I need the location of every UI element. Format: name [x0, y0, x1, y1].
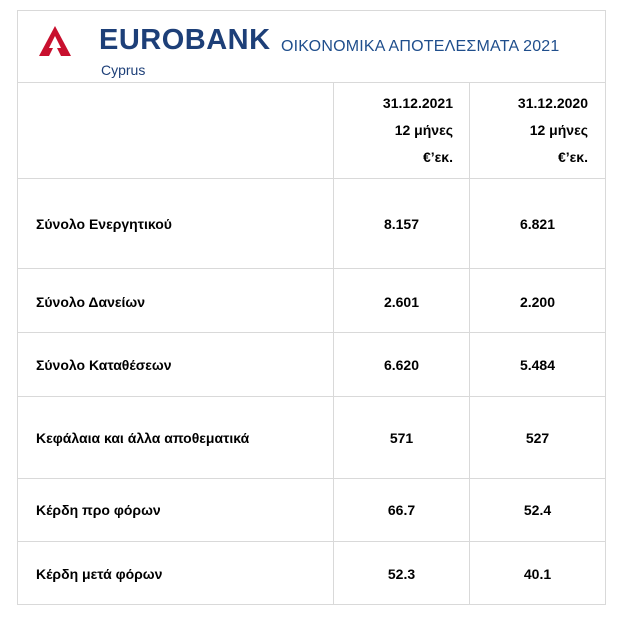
document-title: ΟΙΚΟΝΟΜΙΚΑ ΑΠΟΤΕΛΕΣΜΑΤΑ 2021	[281, 38, 560, 55]
column-period: 12 μήνες	[394, 122, 453, 138]
row-label: Σύνολο Καταθέσεων	[36, 357, 172, 373]
row-label: Σύνολο Ενεργητικού	[36, 216, 172, 232]
row-label: Κέρδη μετά φόρων	[36, 566, 163, 582]
column-divider	[333, 83, 334, 605]
value-2021: 2.601	[383, 294, 420, 310]
value-2021: 52.3	[387, 566, 416, 582]
value-2020: 40.1	[523, 566, 552, 582]
row-divider	[17, 332, 606, 333]
row-divider	[17, 541, 606, 542]
value-2021: 66.7	[387, 502, 416, 518]
column-period: 12 μήνες	[529, 122, 588, 138]
column-date: 31.12.2021	[382, 95, 453, 111]
row-label: Σύνολο Δανείων	[36, 294, 146, 310]
brand-country: Cyprus	[101, 62, 146, 78]
column-unit: €’εκ.	[422, 149, 453, 165]
row-label: Κεφάλαια και άλλα αποθεματικά	[36, 430, 250, 446]
value-2020: 52.4	[523, 502, 552, 518]
row-label: Κέρδη προ φόρων	[36, 502, 161, 518]
value-2021: 571	[389, 430, 414, 446]
value-2020: 5.484	[519, 357, 556, 373]
eurobank-logo-icon	[37, 24, 73, 60]
column-date: 31.12.2020	[517, 95, 588, 111]
column-unit: €’εκ.	[557, 149, 588, 165]
value-2021: 8.157	[383, 216, 420, 232]
column-header-2021	[335, 90, 453, 171]
value-2021: 6.620	[383, 357, 420, 373]
row-divider	[17, 478, 606, 479]
brand-name: EUROBANK	[99, 24, 271, 56]
value-2020: 527	[525, 430, 550, 446]
value-2020: 6.821	[519, 216, 556, 232]
value-2020: 2.200	[519, 294, 556, 310]
column-header-2020	[471, 90, 588, 171]
document-header	[17, 10, 606, 83]
eurobank-logo	[37, 18, 271, 78]
row-divider	[17, 268, 606, 269]
row-divider	[17, 396, 606, 397]
row-divider	[17, 178, 606, 179]
column-divider	[469, 83, 470, 605]
